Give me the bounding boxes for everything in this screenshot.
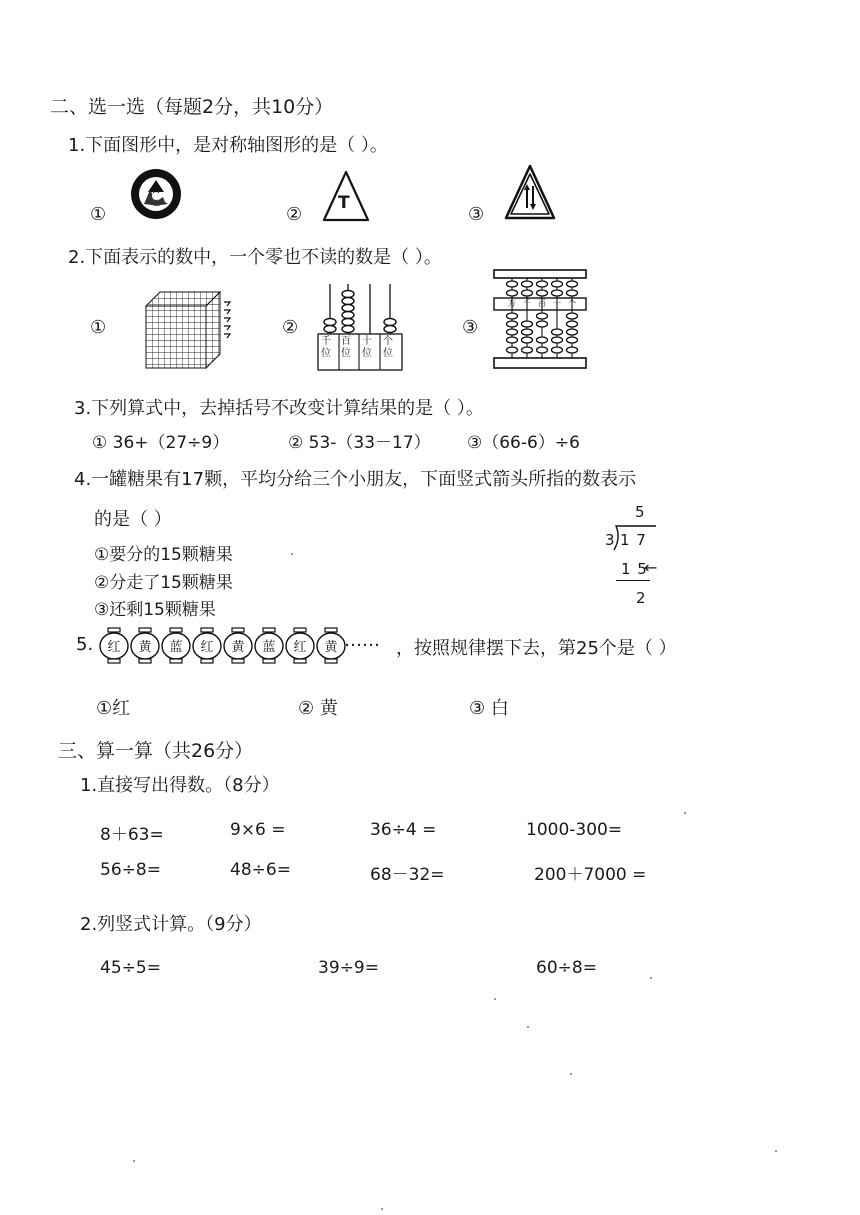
part-1-title: 1.直接写出得数。（8分）	[80, 775, 280, 796]
lantern-1	[100, 628, 128, 663]
section-3-title: 三、算一算（共26分）	[58, 740, 254, 762]
lantern-5	[224, 628, 252, 663]
column-calc-1: 45÷5=	[100, 958, 161, 978]
lantern-label: 黄	[324, 640, 338, 655]
q5-option-3: ③ 白	[469, 698, 509, 719]
abacus-label-ones: 个 位	[383, 336, 393, 359]
scan-speck	[650, 977, 652, 979]
q4-option-2: ②分走了15颗糖果	[94, 573, 233, 593]
scan-speck	[133, 1160, 135, 1162]
arrow-icon: ←	[644, 558, 658, 577]
division-remainder: 2	[636, 589, 646, 607]
sign-letter: T	[338, 193, 350, 213]
scan-speck	[527, 1026, 529, 1028]
two-way-traffic-sign-icon	[504, 164, 556, 220]
counter-label-10: 十	[553, 299, 561, 308]
q2-option-1: ①	[90, 317, 107, 338]
division-rule	[616, 580, 650, 581]
lantern-8	[317, 628, 345, 663]
calc-2-1: 56÷8=	[100, 860, 161, 880]
abacus-label-thousands: 千 位	[321, 336, 331, 359]
scan-speck	[684, 812, 686, 814]
q1-option-1: ①	[90, 204, 107, 225]
scan-speck	[494, 998, 496, 1000]
calc-1-3: 36÷4 =	[370, 820, 437, 840]
thousand-cube-icon	[146, 292, 236, 372]
lantern-label: 蓝	[262, 640, 276, 655]
question-5-number: 5.	[76, 634, 94, 655]
q4-option-3: ③还剩15颗糖果	[94, 600, 216, 620]
column-calc-3: 60÷8=	[536, 958, 597, 978]
q2-option-3: ③	[462, 317, 479, 338]
lantern-2	[131, 628, 159, 663]
lantern-4	[193, 628, 221, 663]
question-2-stem: 2.下面表示的数中，一个零也不读的数是（ ）。	[68, 247, 442, 268]
abacus-label-hundreds: 百 位	[341, 336, 351, 359]
division-product: 1 5	[621, 560, 648, 578]
scan-speck	[381, 1208, 383, 1210]
counter-label-1000: 千	[523, 299, 531, 308]
question-4-stem-line2: 的是（ ）	[94, 509, 172, 530]
question-1-stem: 1.下面图形中，是对称轴图形的是（ ）。	[68, 135, 388, 156]
scan-speck	[775, 1150, 777, 1152]
calc-1-4: 1000-300=	[526, 820, 623, 840]
abacus-label-tens: 十 位	[362, 336, 372, 359]
recycle-symbol-icon	[130, 168, 182, 220]
q3-option-3: ③（66-6）÷6	[467, 433, 580, 453]
lantern-7	[286, 628, 314, 663]
part-2-title: 2.列竖式计算。（9分）	[80, 914, 262, 935]
lantern-6	[255, 628, 283, 663]
section-2-title: 二、选一选（每题2分，共10分）	[50, 96, 334, 118]
lantern-label: 蓝	[169, 640, 183, 655]
lantern-3	[162, 628, 190, 663]
q5-option-1: ①红	[96, 698, 131, 719]
q3-option-2: ② 53-（33－17）	[288, 433, 431, 453]
question-5-stem: ，按照规律摆下去，第25个是（ ）	[396, 638, 677, 659]
q2-option-2: ②	[282, 317, 299, 338]
counter-label-10000: 万	[508, 299, 516, 308]
division-quotient: 5	[635, 503, 645, 521]
lantern-label: 红	[200, 640, 214, 655]
lantern-ellipsis: ……	[344, 630, 380, 651]
q5-option-2: ② 黄	[298, 698, 338, 719]
chinese-abacus-icon	[492, 268, 588, 370]
calc-2-4: 200＋7000 =	[534, 865, 647, 885]
division-dividend: 1 7	[620, 531, 647, 549]
lantern-label: 黄	[231, 640, 245, 655]
q4-option-1: ①要分的15颗糖果	[94, 545, 233, 565]
lantern-row	[100, 626, 350, 666]
question-4-stem-line1: 4.一罐糖果有17颗，平均分给三个小朋友，下面竖式箭头所指的数表示	[74, 469, 637, 490]
q3-option-1: ① 36+（27÷9）	[92, 433, 230, 453]
q1-option-2: ②	[286, 204, 303, 225]
calc-2-3: 68－32=	[370, 865, 445, 885]
calc-1-2: 9×6 =	[230, 820, 286, 840]
lantern-label: 红	[293, 640, 307, 655]
scan-speck	[291, 553, 293, 555]
calc-1-1: 8＋63=	[100, 825, 164, 845]
division-divisor: 3	[605, 531, 615, 549]
lantern-label: 红	[107, 640, 121, 655]
counter-label-100: 百	[538, 299, 546, 308]
question-3-stem: 3.下列算式中，去掉括号不改变计算结果的是（ ）。	[74, 398, 484, 419]
lantern-label: 黄	[138, 640, 152, 655]
q1-option-3: ③	[468, 204, 485, 225]
counter-label-1: 个	[568, 299, 576, 308]
column-calc-2: 39÷9=	[318, 958, 379, 978]
calc-2-2: 48÷6=	[230, 860, 291, 880]
scan-speck	[570, 1073, 572, 1075]
